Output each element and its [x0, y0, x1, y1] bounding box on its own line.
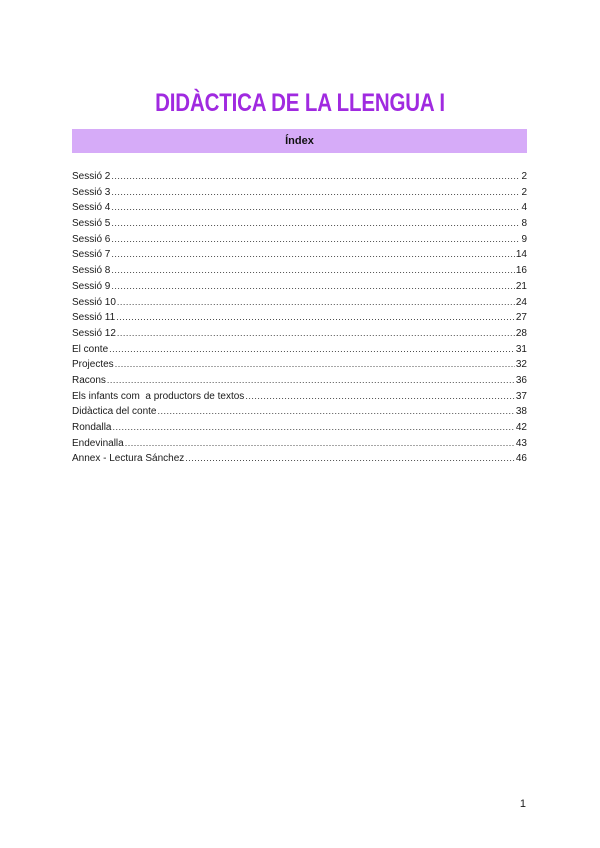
toc-entry[interactable]: [72, 373, 527, 389]
toc-entry[interactable]: [72, 357, 527, 373]
toc-entry-page: 38: [515, 406, 527, 418]
toc-leader-dots: [117, 326, 515, 342]
document-title: DIDÀCTICA DE LA LLENGUA I: [155, 89, 445, 117]
toc-entry-label: Annex - Lectura Sánchez: [72, 453, 185, 465]
toc-entry-label: Sessió 2: [72, 171, 111, 182]
toc-entry[interactable]: [72, 451, 527, 467]
toc-entry-label: Rondalla: [72, 422, 112, 433]
toc-entry-label: Endevinalla: [72, 437, 124, 449]
toc-entry-page: 14: [515, 249, 527, 261]
toc-leader-dots: [245, 389, 515, 405]
toc-entry-page: 16: [515, 265, 527, 277]
toc-leader-dots: [125, 436, 515, 452]
toc-entry-page: 36: [515, 374, 527, 386]
toc-entry-label: Sessió 5: [72, 218, 111, 230]
toc-leader-dots: [111, 169, 520, 185]
toc-entry[interactable]: [72, 263, 527, 279]
toc-leader-dots: [109, 342, 515, 358]
toc-entry[interactable]: [72, 436, 527, 452]
toc-entry-label: Sessió 7: [72, 249, 111, 261]
toc-entry[interactable]: [72, 295, 527, 311]
toc-entry-label: Projectes: [72, 359, 114, 371]
toc-entry[interactable]: [72, 420, 527, 436]
toc-entry[interactable]: [72, 232, 527, 248]
toc-entry-page: 2: [521, 186, 527, 198]
toc-entry[interactable]: [72, 279, 527, 295]
toc-entry-label: Racons: [72, 374, 106, 386]
toc-entry[interactable]: [72, 342, 527, 358]
toc-leader-dots: [117, 295, 515, 311]
toc-leader-dots: [111, 263, 515, 279]
toc-leader-dots: [116, 310, 515, 326]
toc-entry-label: Didàctica del conte: [72, 406, 157, 418]
toc-entry[interactable]: [72, 169, 527, 185]
toc-entry-label: Sessió 10: [72, 296, 116, 308]
toc-entry-page: 9: [521, 233, 527, 245]
toc-leader-dots: [158, 404, 515, 420]
toc-entry[interactable]: [72, 310, 527, 326]
toc-entry[interactable]: [72, 404, 527, 420]
toc-leader-dots: [115, 357, 515, 373]
toc-entry[interactable]: [72, 216, 527, 232]
toc-leader-dots: [111, 232, 520, 248]
toc-entry-label: El conte: [72, 343, 109, 355]
toc-leader-dots: [112, 420, 514, 436]
toc-entry-page: 24: [515, 296, 527, 308]
page-number: 1: [519, 798, 526, 810]
toc-entry-page: 21: [515, 280, 527, 292]
toc-entry-label: Sessió 3: [72, 186, 111, 198]
toc-entry-label: Sessió 6: [72, 233, 111, 245]
toc-leader-dots: [111, 216, 520, 232]
toc-entry[interactable]: [72, 200, 527, 216]
toc-entry-label: Sessió 9: [72, 280, 111, 292]
toc-entry-page: 28: [515, 327, 527, 339]
toc-leader-dots: [107, 373, 515, 389]
toc-entry-label: Sessió 8: [72, 265, 111, 277]
toc-entry[interactable]: [72, 389, 527, 405]
index-heading: Índex: [72, 129, 527, 153]
toc-entry-label: Sessió 12: [72, 327, 116, 339]
toc-entry-page: 4: [521, 202, 527, 214]
toc-leader-dots: [111, 279, 515, 295]
toc-entry-label: Els infants com a productors de textos: [72, 390, 245, 402]
toc-entry-page: 42: [515, 422, 527, 433]
toc-entry[interactable]: [72, 247, 527, 263]
toc-entry-page: 32: [515, 359, 527, 371]
table-of-contents: [72, 169, 527, 467]
toc-entry-page: 37: [515, 390, 527, 402]
toc-leader-dots: [111, 200, 520, 216]
toc-entry[interactable]: [72, 326, 527, 342]
toc-leader-dots: [185, 451, 515, 467]
toc-entry-page: 43: [515, 437, 527, 449]
toc-entry-label: Sessió 4: [72, 202, 111, 214]
toc-leader-dots: [111, 247, 515, 263]
toc-entry-page: 46: [515, 453, 527, 465]
toc-entry[interactable]: [72, 185, 527, 201]
toc-entry-page: 2: [521, 171, 527, 182]
toc-entry-page: 27: [515, 312, 527, 324]
toc-entry-label: Sessió 11: [72, 312, 116, 324]
toc-entry-page: 8: [521, 218, 527, 230]
toc-leader-dots: [111, 185, 520, 201]
toc-entry-page: 31: [515, 343, 527, 355]
